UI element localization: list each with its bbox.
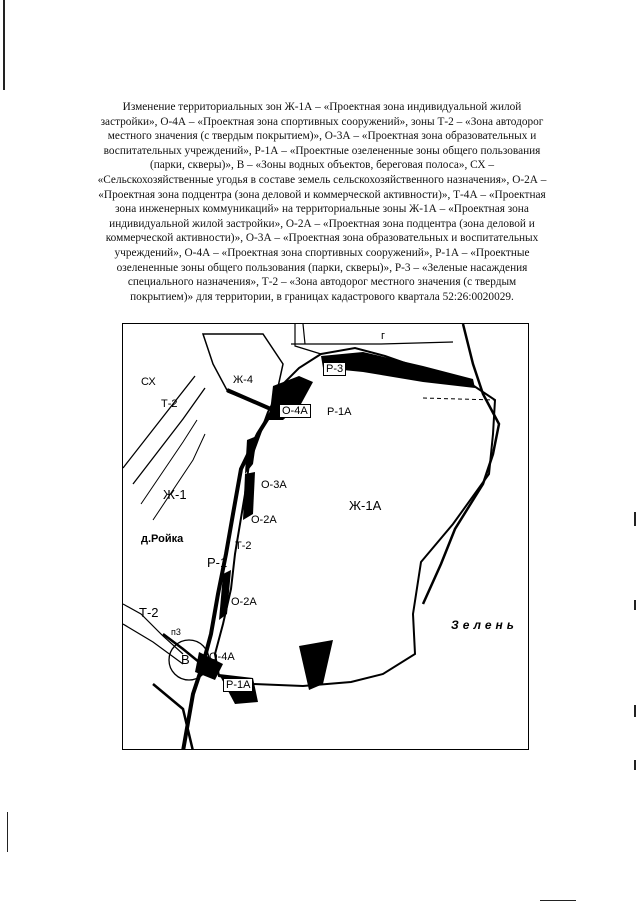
- label-water-b: В: [181, 652, 190, 667]
- label-road-g: г: [381, 330, 386, 342]
- label-sx: СХ: [141, 376, 156, 388]
- road-t2-north-west: [123, 376, 205, 484]
- zone-fill-south-east: [299, 640, 333, 690]
- road-t2-diagonal: [141, 420, 205, 520]
- label-zh1: Ж-1: [163, 487, 187, 502]
- label-p1a-bottom: Р-1А: [223, 678, 253, 692]
- scan-edge-mark-right-2: [634, 600, 636, 610]
- document-heading: Изменение территориальных зон Ж-1А – «Проектная зона индивидуальной жилой застройки», О-4А – «Проектная зона спортивных сооружений», зоны Т-2 – «Зона автодорог местного значения (с твердым покрытием)», О-3А – «Проектная зона образовательных и воспитательных учреждений», Р-1А – «Проектные озелененные зоны общего пользования (парки, скверы)», В – «Зоны водных объектов, береговая полоса», СХ – «Сельскохозяйственные угодья в составе земель сельскохозяйственного назначения», О-2А – «Проектная зона подцентра (зона деловой и коммерческой активности)», Т-4А – «Проектная зона инженерных коммуникаций» на территориальные зоны Ж-1А – «Проектная зона индивидуальной жилой застройки», О-2А – «Проектная зона подцентра (зона деловой и коммерческой активности)», О-3А – «Проектная зона образовательных и воспитательных учреждений», О-4А – «Проектная зона спортивных сооружений», Р-1А – «Проектные озелененные зоны общего пользования (парки, скверы)», Р-3 – «Зеленые насаждения специального назначения», Т-2 – «Зона автодорог местного значения (с твердым покрытием)» для территории, в границах кадастрового квартала 52:26:0020029.: [97, 101, 547, 303]
- label-o4a-top: О-4А: [279, 404, 311, 418]
- label-p3: Р-3: [323, 362, 346, 376]
- label-village: д.Ройка: [141, 533, 184, 545]
- zone-o3a-fill: [243, 472, 255, 520]
- label-p1a-top: Р-1А: [327, 406, 352, 418]
- zone-strip-fill-west-1: [245, 436, 257, 474]
- road-north-corner: [295, 324, 321, 354]
- label-zelen: Зелень: [451, 618, 518, 632]
- label-o4a-bottom: О-4А: [209, 651, 235, 663]
- east-boundary-line: [423, 324, 499, 604]
- label-p1: Р-1: [207, 555, 228, 570]
- label-zh1a: Ж-1А: [349, 498, 382, 513]
- label-zh4: Ж-4: [233, 374, 253, 386]
- scan-edge-mark-top-left: [3, 0, 5, 90]
- scan-edge-mark-right-4: [634, 760, 636, 770]
- label-o3a: О-3А: [261, 479, 287, 491]
- scan-edge-mark-bottom-left: [7, 812, 8, 852]
- scan-edge-mark-right-3: [634, 705, 636, 717]
- map-drawing: [123, 324, 529, 750]
- label-o2a-bottom: О-2А: [231, 596, 257, 608]
- label-t2-left: Т-2: [139, 605, 159, 620]
- label-t2-mid: Т-2: [235, 540, 252, 552]
- label-o2a-top: О-2А: [251, 514, 277, 526]
- zh4-thick-edge: [227, 390, 273, 410]
- zoning-map: [122, 323, 529, 750]
- label-t2-top: Т-2: [161, 398, 178, 410]
- scan-edge-mark-right-1: [634, 512, 636, 526]
- label-p3-small: п3: [171, 627, 181, 637]
- road-north-line: [291, 324, 453, 344]
- scan-edge-mark-bottom: [540, 900, 576, 901]
